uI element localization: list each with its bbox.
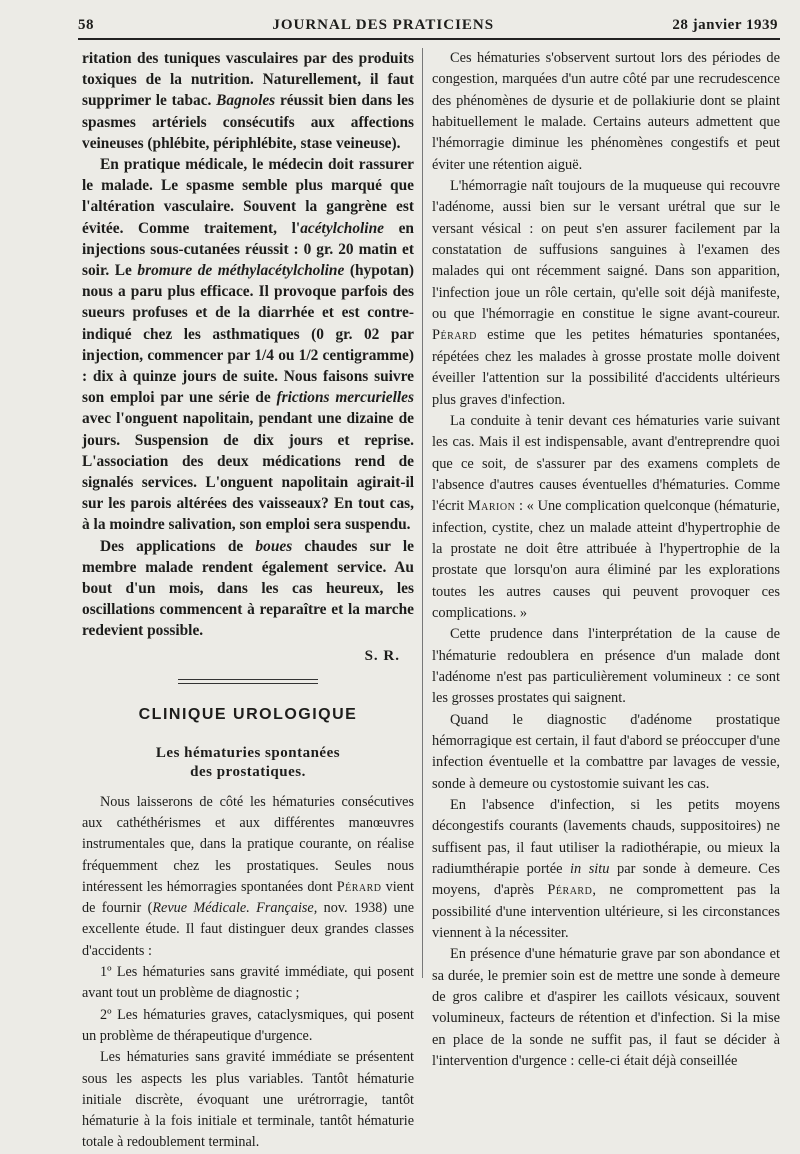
paragraph xyxy=(432,48,780,176)
text-run: Des applications de xyxy=(100,537,256,555)
text-run: avec l'onguent napolitain, pendant une dizaine de jours. Suspension de dix jours et reprise. L'association des deux médications rend de signalés services. L'onguent napolitain agirait-il sur les parois altérées des vaisseaux? En tout cas, à la moindre salivation, son emploi sera suspendu. xyxy=(82,410,414,534)
right-column xyxy=(432,48,780,1073)
text-run: réussit bien dans les spasmes artériels consécutifs aux affections veineuses (phlébite, périphlébite, stase veineuse). xyxy=(82,92,414,152)
issue-date: 28 janvier 1939 xyxy=(672,16,778,33)
italic-text: boues xyxy=(255,537,293,555)
author-signature: S. R. xyxy=(364,647,400,664)
column-divider xyxy=(422,48,423,978)
italic-text: in situ xyxy=(570,861,610,878)
text-run: estime que les petites hématuries spontanées, répétées chez les malades à grosse prostate molle doivent éveiller l'attention sur la possibilité d'accidents ultérieurs plus graves d'infection. xyxy=(432,327,780,408)
paragraph xyxy=(432,795,780,944)
paragraph xyxy=(82,48,414,154)
text-run: Ces hématuries s'observent surtout lors des périodes de congestion, marquées d'un autre côté par une recrudescence des phénomènes de dysurie et de pollakiurie dont se plaint habituellement le malade. Certains auteurs admettent que l'hémorragie diminue les phénomènes congestifs et peut éviter une rétention aiguë. xyxy=(432,50,780,173)
text-run: Cette prudence dans l'interprétation de la cause de l'hématurie redoublera en présence d'un malade dont l'adénome n'est pas particulièrement volumineux : ce sont les grosses prostates qui saignent. xyxy=(432,626,780,707)
section-title: CLINIQUE UROLOGIQUE xyxy=(138,705,358,723)
left-article-body xyxy=(82,792,414,1154)
paragraph xyxy=(82,962,414,1005)
text-run: : « Une complication quelconque (hématurie, infection, cystite, chez un malade atteint d'hypertrophie de la prostate ne doit être attribuée à l'hypertrophie de la prostate que lorsqu'on aura éliminé par les explorations toutes les autres causes qui peuvent provoquer ces complications. » xyxy=(432,498,780,621)
text-run: ritation des tuniques vasculaires par des produits toxiques de la nutrition. Naturellement, il faut supprimer le tabac. xyxy=(82,50,414,110)
text-run: La conduite à tenir devant ces hématuries varie suivant les cas. Mais il est indispensable, avant d'entreprendre quoi que ce soit, de s'assurer par des examens complets de l'absence d'autres causes éventuelles d'hématuries. Comme l'écrit xyxy=(432,412,780,515)
italic-text: bromure de méthylacétylcholine xyxy=(137,262,345,280)
paragraph xyxy=(82,536,414,642)
text-run: L'hémorragie naît toujours de la muqueuse qui recouvre l'adénome, aussi bien sur le versant urétral que sur le versant vésical : on peut s'en assurer facilement par la constatation de suffusions sanguines à l'examen des malades qui ont récemment saigné. Dans son apparition, l'infection joue un rôle certain, qu'elle soit déjà manifeste, ou que l'hémorragie en constitue le signe avant-coureur. xyxy=(432,178,780,323)
page-number: 58 xyxy=(78,16,94,33)
text-run: Nous laisserons de côté les hématuries consécutives aux cathéthérismes et aux différentes manœuvres instrumentales que, dans la pratique courante, on réalise fréquemment chez les prostatiques. Seules nous intéressent les hémorragies spontanées dont xyxy=(82,793,414,895)
text-run: 2º Les hématuries graves, cataclysmiques, qui posent un problème de thérapeutique d'urgence. xyxy=(82,1006,414,1044)
text-run: , ne compromettent pas la possibilité d'une intervention ultérieure, si les circonstances viennent à la nécessiter. xyxy=(432,882,780,942)
italic-text: frictions mercurielles xyxy=(276,389,414,407)
text-run: vient de fournir ( xyxy=(82,878,415,917)
author-name: Pérard xyxy=(547,882,593,899)
text-run: Les hématuries sans gravité immédiate se présentent sous les aspects les plus variables. Tantôt hématurie initiale discrète, évoquant une urétrorragie, tantôt hématurie à la fois initiale et terminale, tantôt hématurie totale à redoublement terminal. xyxy=(82,1049,414,1151)
text-run: En l'absence d'infection, si les petits moyens décongestifs courants (lavements chauds, suppositoires) ne suffisent pas, il faut utiliser la radiothérapie, ou mieux la radiumthérapie portée xyxy=(432,797,780,878)
right-article-body xyxy=(432,48,780,1073)
author-name: Marion xyxy=(467,498,516,515)
author-name: Pérard xyxy=(432,327,477,344)
paragraph xyxy=(432,176,780,411)
text-run: 1º Les hématuries sans gravité immédiate, qui posent avant tout un problème de diagnostic ; xyxy=(82,964,414,1002)
article-title-line-2: des prostatiques. xyxy=(190,763,306,780)
text-run: (hypotan) nous a paru plus efficace. Il provoque parfois des sueurs profuses et de la diarrhée et est contre-indiqué chez les asthmatiques (0 gr. 02 par injection, commencer par 1/4 ou 1/2 centigramme) : dix à quinze jours de suite. Nous faisons suivre son emploi par une série de xyxy=(82,262,414,407)
text-run: par sonde à demeure. Ces moyens, d'après xyxy=(432,861,780,899)
italic-text: acétylcholine xyxy=(300,219,384,237)
text-run: Quand le diagnostic d'adénome prostatique hémorragique est certain, il faut d'abord se préoccuper d'une infection éventuelle et la combattre par lavages de vessie, sonde à demeure ou cystostomie suivant les cas. xyxy=(432,711,780,792)
text-run: en injections sous-cutanées réussit : 0 gr. 20 matin et soir. Le xyxy=(82,219,414,280)
article-title-line-1: Les hématuries spontanées xyxy=(155,744,341,761)
italic-text: Bagnoles xyxy=(216,92,276,110)
italic-text: Revue Médicale. Française, xyxy=(152,900,318,917)
header-rule xyxy=(78,38,780,40)
paragraph xyxy=(432,710,780,795)
article-title xyxy=(82,744,414,782)
running-header xyxy=(78,12,778,38)
paragraph xyxy=(82,154,414,536)
paragraph xyxy=(82,792,414,962)
author-name: Pérard xyxy=(336,878,382,895)
paragraph xyxy=(432,411,780,624)
paragraph xyxy=(82,1047,414,1153)
text-run: En pratique médicale, le médecin doit rassurer le malade. Le spasme semble plus marqué que l'altération vasculaire. Souvent la gangrène est évitée. Comme traitement, l' xyxy=(82,156,414,237)
text-run: nov. 1938) une excellente étude. Il faut distinguer deux grandes classes d'accidents : xyxy=(82,900,414,959)
paragraph xyxy=(432,624,780,709)
journal-title: JOURNAL DES PRATICIENS xyxy=(272,16,495,33)
left-column xyxy=(82,48,414,1154)
left-bold-text xyxy=(82,48,414,642)
paragraph xyxy=(432,944,780,1072)
section-ornament xyxy=(178,679,318,684)
text-run: chaudes sur le membre malade rendent également service. Au bout d'un mois, dans les cas heureux, les oscillations commencent à reparaître et la marche redevient possible. xyxy=(82,537,414,640)
text-run: En présence d'une hématurie grave par son abondance et sa durée, le premier soin est de mettre une sonde à demeure de gros calibre et d'aspirer les caillots vésicaux, souvent volumineux, facteurs de rétention et d'infection. Si la mise en place de la sonde ne suffit pas, il faut se décider à l'intervention d'urgence : celle-ci était déjà conseillée xyxy=(432,946,780,1070)
